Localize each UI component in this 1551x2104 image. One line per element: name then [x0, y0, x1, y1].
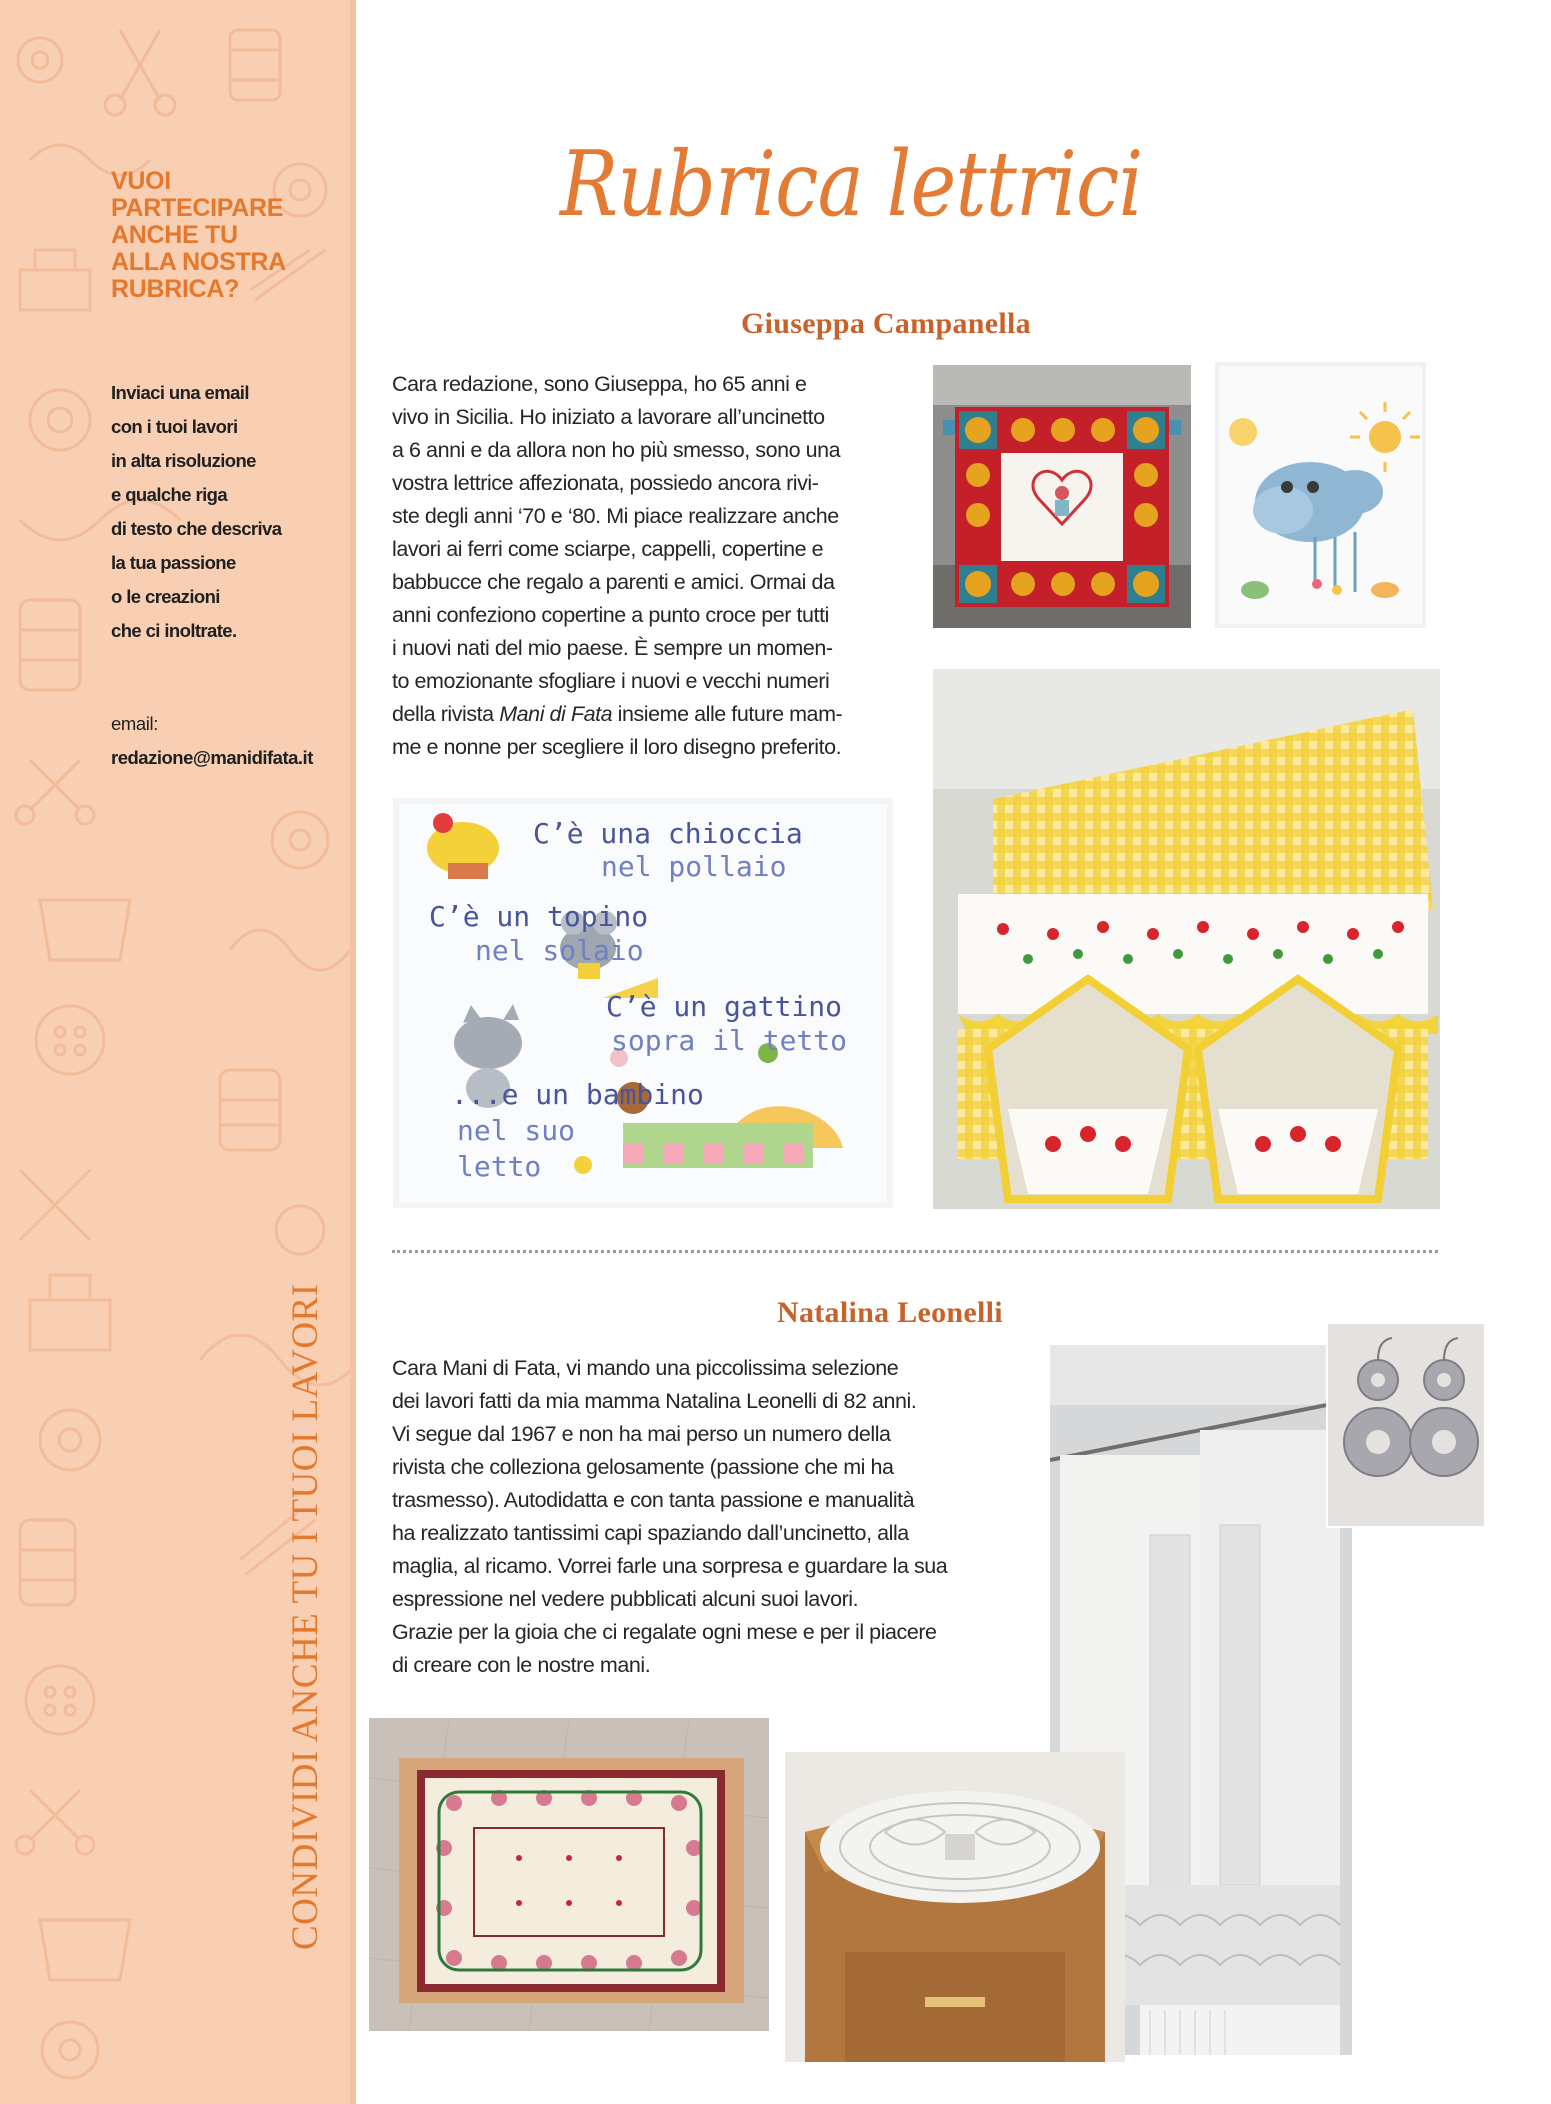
crochet-earrings-photo: [1326, 1322, 1486, 1528]
text-line: me e nonne per scegliere il loro disegno preferito.: [392, 735, 842, 759]
instruction-line: o le creazioni: [111, 586, 220, 607]
heading-line: RUBRICA?: [111, 275, 240, 303]
text-part: insieme alle future mam-: [612, 702, 843, 726]
text-line: babbucce che regalo a parenti e amici. Ormai da: [392, 570, 835, 594]
gingham-towel-photo: [933, 669, 1440, 1209]
text-line: ha realizzato tantissimi capi spaziando dall’uncinetto, alla: [392, 1521, 909, 1545]
text-line: rivista che colleziona gelosamente (passione che mi ha: [392, 1455, 894, 1479]
text-line: lavori ai ferri come sciarpe, cappelli, copertine e: [392, 537, 824, 561]
sidebar-edge: [350, 0, 356, 2104]
text-line: Cara Mani di Fata, vi mando una piccolissima selezione: [392, 1356, 899, 1380]
sidebar-instructions: [111, 376, 351, 648]
text-line: anni confeziono copertine a punto croce per tutti: [392, 603, 829, 627]
text-line: to emozionante sfogliare i nuovi e vecchi numeri: [392, 669, 830, 693]
instruction-line: che ci inoltrate.: [111, 620, 237, 641]
heading-line: ALLA NOSTRA: [111, 248, 286, 276]
filet-doily-photo: [785, 1752, 1125, 2062]
section-divider: [392, 1250, 1438, 1253]
email-label: email:: [111, 713, 158, 734]
text-line: maglia, al ricamo. Vorrei farle una sorpresa e guardare la sua: [392, 1554, 948, 1578]
text-line: vostra lettrice affezionata, possiedo ancora rivi-: [392, 471, 819, 495]
cross-stitch-rug-photo: [369, 1718, 769, 2031]
rhyme-line: letto: [457, 1150, 542, 1183]
rhyme-line: nel pollaio: [601, 850, 787, 883]
rhyme-line: nel suo: [457, 1114, 576, 1147]
heading-line: VUOI: [111, 167, 171, 195]
oven-cover-photo: [933, 365, 1191, 628]
email-address-link[interactable]: redazione@manidifata.it: [111, 747, 313, 768]
section-2-text: [392, 1352, 1022, 1682]
heading-line: ANCHE TU: [111, 221, 238, 249]
heading-line: PARTECIPARE: [111, 194, 284, 222]
instruction-line: e qualche riga: [111, 484, 228, 505]
text-line: dei lavori fatti da mia mamma Natalina Leonelli di 82 anni.: [392, 1389, 917, 1413]
rhyme-line: sopra il tetto: [611, 1024, 848, 1057]
text-part: della rivista: [392, 702, 500, 726]
contributor-name-2: Natalina Leonelli: [777, 1296, 1003, 1329]
hippo-embroidery-photo: [1215, 362, 1426, 628]
text-line: Cara redazione, sono Giuseppa, ho 65 anni e: [392, 372, 807, 396]
text-line: vivo in Sicilia. Ho iniziato a lavorare all’uncinetto: [392, 405, 825, 429]
rhyme-line: C’è una chioccia: [533, 817, 803, 850]
text-line: espressione nel vedere pubblicati alcuni suoi lavori.: [392, 1587, 859, 1611]
rhyme-line: C’è un topino: [429, 900, 649, 933]
text-line: Grazie per la gioia che ci regalate ogni mese e per il piacere: [392, 1620, 937, 1644]
nursery-rhyme-embroidery-photo: [393, 798, 893, 1208]
text-line-magazine: [392, 698, 902, 731]
instruction-line: con i tuoi lavori: [111, 416, 238, 437]
instruction-line: Inviaci una email: [111, 382, 249, 403]
magazine-name: Mani di Fata: [499, 702, 613, 726]
text-line: di creare con le nostre mani.: [392, 1653, 651, 1677]
text-line: i nuovi nati del mio paese. È sempre un momen-: [392, 636, 833, 660]
instruction-line: in alta risoluzione: [111, 450, 256, 471]
vertical-section-title: CONDIVIDI ANCHE TU I TUOI LAVORI: [285, 1283, 326, 1950]
rhyme-line: ...e un bambino: [451, 1078, 704, 1111]
text-line: Vi segue dal 1967 e non ha mai perso un numero della: [392, 1422, 891, 1446]
text-line: trasmesso). Autodidatta e con tanta passione e manualità: [392, 1488, 915, 1512]
contributor-name-1: Giuseppa Campanella: [741, 307, 1031, 340]
page-title: Rubrica lettrici: [560, 132, 1143, 237]
text-line: a 6 anni e da allora non ho più smesso, sono una: [392, 438, 841, 462]
text-line: ste degli anni ‘70 e ‘80. Mi piace realizzare anche: [392, 504, 839, 528]
instruction-line: la tua passione: [111, 552, 236, 573]
instruction-line: di testo che descriva: [111, 518, 282, 539]
sidebar: [0, 0, 356, 2104]
sidebar-heading: [111, 168, 321, 303]
rhyme-line: C’è un gattino: [606, 990, 843, 1023]
rhyme-line: nel solaio: [475, 934, 644, 967]
section-1-text: [392, 368, 902, 764]
